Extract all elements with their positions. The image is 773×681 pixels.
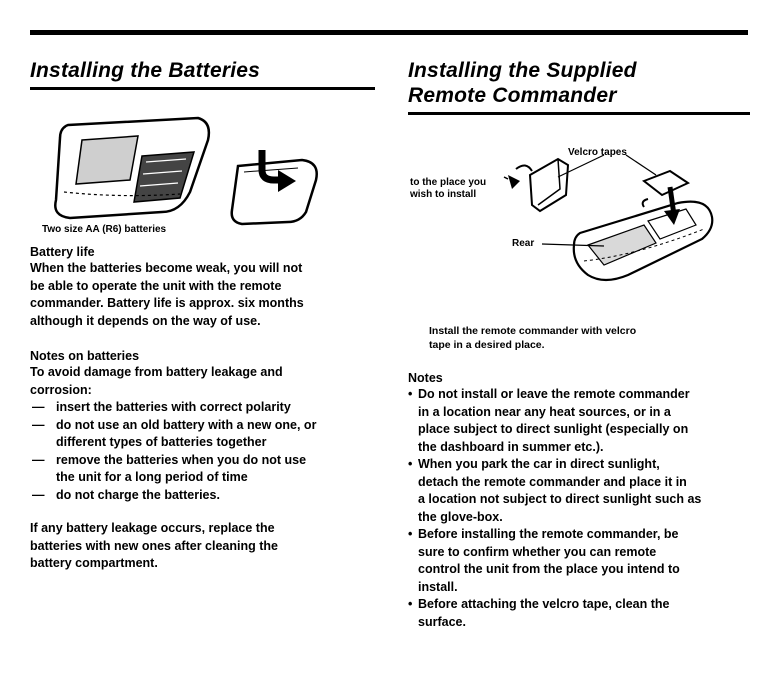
list-item-continued: install. — [418, 579, 458, 594]
notes-title: Notes — [408, 371, 443, 385]
list-item-continued: in a location near any heat sources, or in a — [418, 404, 671, 419]
heading-rule — [30, 87, 375, 90]
list-item-continued: the dashboard in summer etc.). — [418, 439, 604, 454]
remote-figure-caption: Install the remote commander with velcro — [429, 325, 637, 337]
list-item: — do not charge the batteries. — [32, 487, 220, 502]
list-item-continued: place subject to direct sunlight (especially on — [418, 422, 689, 436]
leakage-line: battery compartment. — [30, 556, 158, 570]
list-item-continued: sure to confirm whether you can remote — [418, 544, 657, 559]
heading-installing-remote-line: Remote Commander — [408, 84, 617, 107]
list-item-continued: the unit for a long period of time — [56, 470, 248, 484]
battery-figure — [30, 100, 375, 238]
place-label-line: wish to install — [410, 189, 477, 200]
list-item: — do not use an old battery with a new one, or — [32, 417, 317, 432]
list-item-continued: control the unit from the place you intend to — [418, 562, 680, 576]
heading-rule — [408, 112, 750, 115]
battery-life-line: be able to operate the unit with the remote — [30, 278, 282, 293]
list-item: • When you park the car in direct sunlight, — [408, 457, 660, 471]
left-column — [30, 58, 375, 573]
notes-on-batteries-section — [30, 348, 375, 504]
rear-label: Rear — [512, 238, 535, 249]
battery-life-title: Battery life — [30, 245, 95, 259]
list-item: — insert the batteries with correct polarity — [32, 400, 291, 414]
remote-install-figure — [408, 125, 750, 325]
battery-caption: Two size AA (R6) batteries — [42, 224, 167, 235]
remote-notes-section — [408, 370, 750, 631]
leakage-line: batteries with new ones after cleaning the — [30, 538, 278, 553]
leakage-line: If any battery leakage occurs, replace the — [30, 521, 275, 535]
list-item-continued: a location not subject to direct sunlight such as — [418, 492, 702, 506]
list-item-continued: different types of batteries together — [56, 435, 267, 449]
battery-life-section — [30, 244, 375, 330]
list-item: • Before installing the remote commander, be — [408, 527, 679, 541]
list-item-continued: detach the remote commander and place it in — [418, 474, 687, 489]
battery-illustration — [30, 100, 375, 238]
list-item: • Do not install or leave the remote commander — [408, 387, 690, 401]
notes-batteries-intro: To avoid damage from battery leakage and — [30, 365, 283, 379]
notes-batteries-title: Notes on batteries — [30, 349, 140, 363]
place-label-line: to the place you — [410, 177, 487, 188]
list-item-continued: surface. — [418, 614, 466, 629]
battery-life-line: although it depends on the way of use. — [30, 313, 261, 328]
list-item: • Before attaching the velcro tape, clean the — [408, 597, 670, 611]
leakage-section — [30, 520, 375, 573]
list-item: — remove the batteries when you do not use — [32, 452, 307, 467]
heading-installing-remote-line: Installing the Supplied — [408, 59, 637, 82]
remote-notes-list — [408, 386, 750, 631]
battery-life-line: When the batteries become weak, you will not — [30, 261, 303, 275]
battery-precautions-list — [30, 399, 375, 504]
notes-batteries-intro: corrosion: — [30, 382, 92, 397]
battery-life-line: commander. Battery life is approx. six months — [30, 296, 304, 310]
list-item-continued: the glove-box. — [418, 509, 503, 524]
heading-installing-batteries: Installing the Batteries — [30, 59, 261, 82]
remote-figure-caption: tape in a desired place. — [429, 338, 545, 351]
velcro-tapes-label: Velcro tapes — [568, 147, 627, 158]
right-column — [408, 58, 750, 631]
top-rule — [30, 30, 748, 35]
